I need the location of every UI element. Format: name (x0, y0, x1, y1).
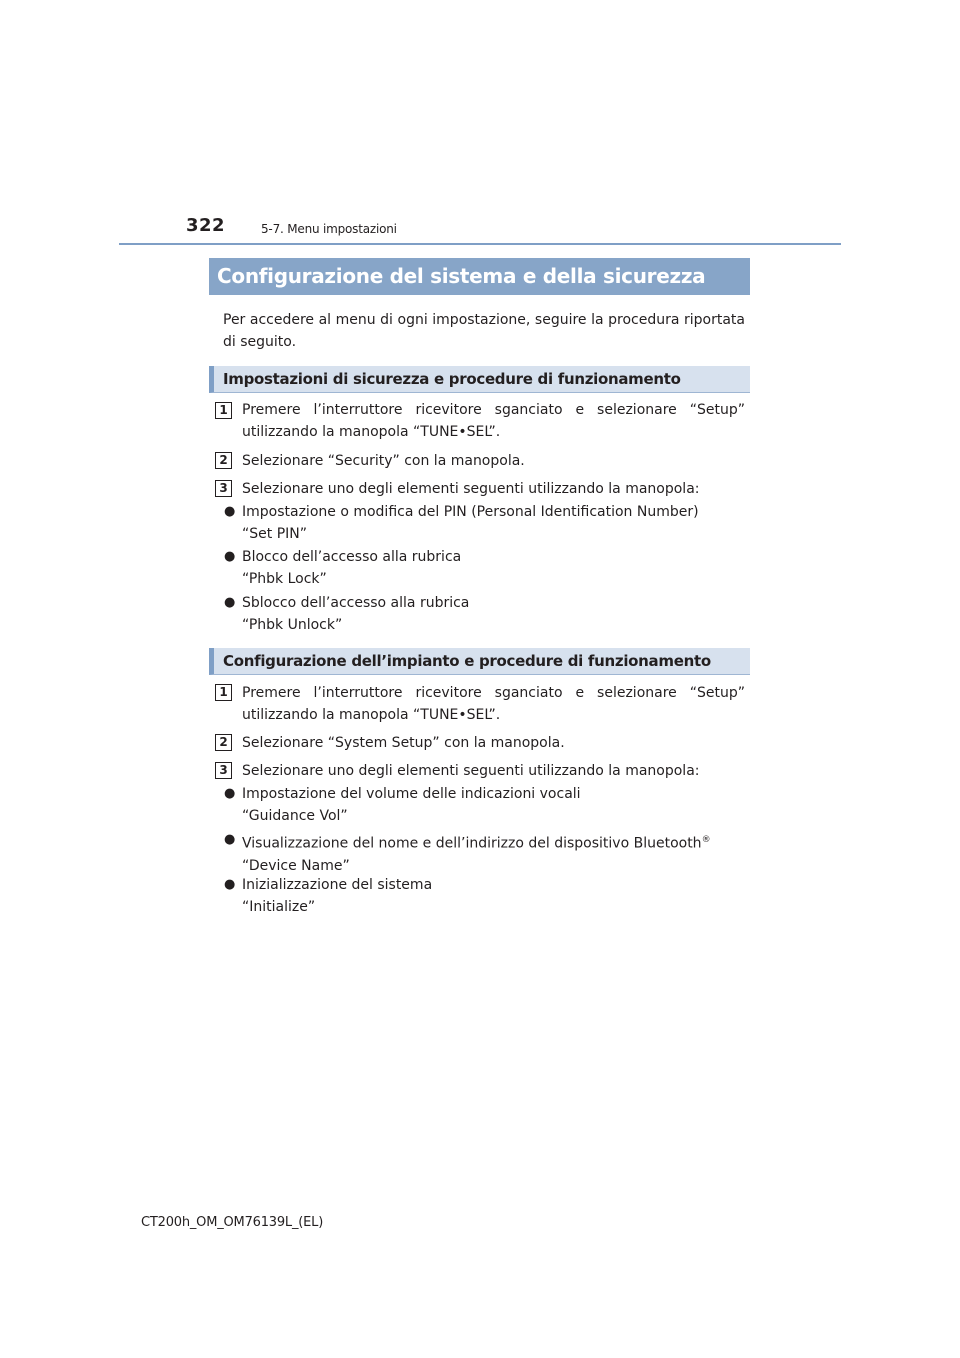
bullet-icon: ● (224, 549, 236, 564)
step-3-badge: 3 (215, 480, 232, 497)
step-1-text: Premere l’interruttore ricevitore sganciato e selezionare “Setup” utilizzando la manopola “TUNE•SEL”. (242, 402, 745, 440)
step-2-badge: 2 (215, 452, 232, 469)
step-3-text: Selezionare uno degli elementi seguenti utilizzando la manopola: (242, 763, 700, 779)
item-label: Inizializzazione del sistema (242, 877, 433, 893)
step-1-badge: 1 (215, 684, 232, 701)
bullet-icon: ● (224, 832, 236, 847)
item-label-text: Visualizzazione del nome e dell’indirizzo del dispositivo Bluetooth (242, 835, 702, 852)
list-item (242, 592, 745, 636)
item-value: “Initialize” (242, 899, 316, 915)
bullet-icon: ● (224, 595, 236, 610)
page-number: 322 (186, 215, 226, 236)
item-value: “Guidance Vol” (242, 808, 348, 824)
item-label (242, 829, 745, 855)
step-3-text: Selezionare uno degli elementi seguenti utilizzando la manopola: (242, 481, 700, 497)
bullet-icon: ● (224, 786, 236, 801)
list-item (242, 829, 745, 877)
list-item (242, 546, 745, 590)
list-item (242, 783, 745, 827)
item-label: Impostazione del volume delle indicazioni vocali (242, 786, 581, 802)
registered-mark: ® (701, 835, 711, 845)
bullet-icon: ● (224, 504, 236, 519)
bullet-icon: ● (224, 877, 236, 892)
step-2-badge: 2 (215, 734, 232, 751)
item-value: “Phbk Unlock” (242, 617, 343, 633)
step-2-text: Selezionare “Security” con la manopola. (242, 453, 525, 469)
item-value: “Set PIN” (242, 526, 307, 542)
list-item (242, 501, 745, 545)
system-heading: Configurazione dell’impianto e procedure di funzionamento (209, 648, 750, 675)
step-3-badge: 3 (215, 762, 232, 779)
footer-code: CT200h_OM_OM76139L_(EL) (141, 1215, 324, 1230)
step-1-badge: 1 (215, 402, 232, 419)
list-item (242, 874, 745, 918)
item-value: “Phbk Lock” (242, 571, 327, 587)
header-rule (119, 243, 841, 245)
step-1-text: Premere l’interruttore ricevitore sganciato e selezionare “Setup” utilizzando la manopola “TUNE•SEL”. (242, 685, 745, 723)
item-label: Sblocco dell’accesso alla rubrica (242, 595, 470, 611)
item-label: Impostazione o modifica del PIN (Personal Identification Number) (242, 504, 699, 520)
main-heading: Configurazione del sistema e della sicurezza (209, 258, 750, 295)
item-value: “Device Name” (242, 857, 350, 874)
step-2-text: Selezionare “System Setup” con la manopola. (242, 735, 565, 751)
item-label: Blocco dell’accesso alla rubrica (242, 549, 462, 565)
security-heading: Impostazioni di sicurezza e procedure di funzionamento (209, 366, 750, 393)
intro-paragraph: Per accedere al menu di ogni impostazione, seguire la procedura riportata di seguito. (223, 312, 745, 350)
section-title: 5-7. Menu impostazioni (261, 222, 397, 236)
